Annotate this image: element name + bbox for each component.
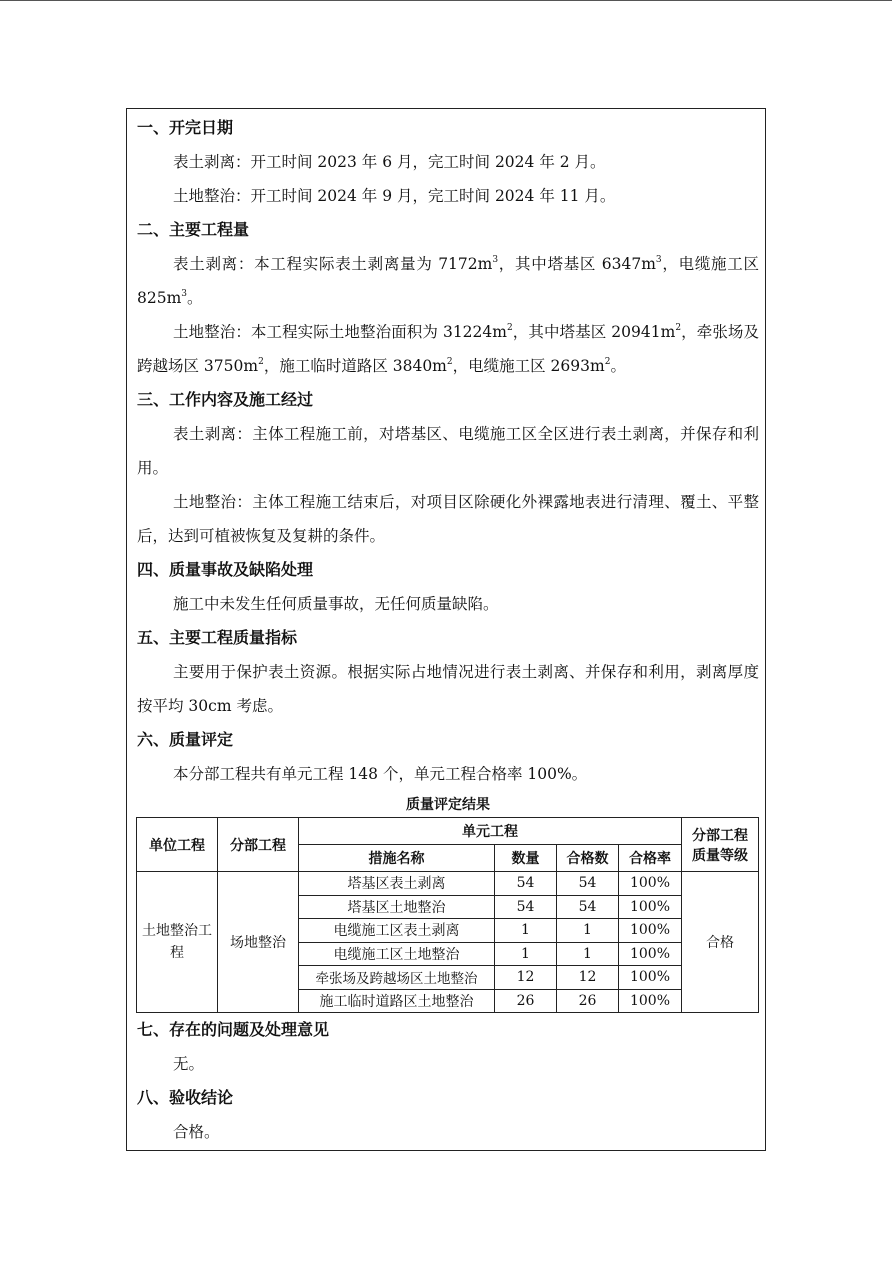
s2-p2-sup-c: 2 <box>258 357 264 367</box>
section-2-heading: 二、主要工程量 <box>137 220 250 239</box>
s2-p1-text-b: ，其中塔基区 6347m <box>498 255 656 273</box>
section-1-line-2: 土地整治：开工时间 2024 年 9 月，完工时间 2024 年 11 月。 <box>173 187 616 205</box>
document-content <box>137 109 759 1149</box>
s2-p2-text-e: ，电缆施工区 2693m <box>452 357 605 375</box>
section-3-heading: 三、工作内容及施工经过 <box>137 390 314 409</box>
quantity-cell: 12 <box>495 966 557 990</box>
section-1-heading: 一、开完日期 <box>137 118 234 137</box>
document-frame <box>126 108 766 1151</box>
pass-rate-cell: 100% <box>619 989 682 1013</box>
th-pass-rate: 合格率 <box>619 845 682 872</box>
th-grade-line-2: 质量等级 <box>692 847 748 864</box>
quantity-cell: 1 <box>495 919 557 943</box>
measure-cell: 牵张场及跨越场区土地整治 <box>299 966 495 990</box>
th-quantity: 数量 <box>495 845 557 872</box>
section-8-para: 合格。 <box>173 1123 220 1141</box>
section-5-heading: 五、主要工程质量指标 <box>137 628 298 647</box>
measure-cell: 施工临时道路区土地整治 <box>299 989 495 1013</box>
section-3-para-2: 土地整治：主体工程施工结束后，对项目区除硬化外裸露地表进行清理、覆土、平整后，达到可植被恢复及复耕的条件。 <box>137 493 759 545</box>
quantity-cell: 54 <box>495 872 557 896</box>
measure-cell: 电缆施工区表土剥离 <box>299 919 495 943</box>
sub-project-cell: 场地整治 <box>218 872 299 1013</box>
th-grade-line-1: 分部工程 <box>692 827 748 844</box>
unit-project-cell <box>137 872 218 1013</box>
section-4-para: 施工中未发生任何质量事故，无任何质量缺陷。 <box>173 595 499 613</box>
top-border-line <box>0 0 892 1</box>
pass-count-cell: 54 <box>557 895 619 919</box>
section-2-para-2 <box>137 315 759 383</box>
table-caption: 质量评定结果 <box>406 797 490 813</box>
th-quality-grade <box>682 818 759 872</box>
quality-table <box>136 817 759 1013</box>
th-unit-project: 单位工程 <box>137 818 218 872</box>
unit-project-line-1: 土地整治工 <box>142 923 212 939</box>
s2-p2-sup-b: 2 <box>675 323 682 333</box>
measure-cell: 塔基区土地整治 <box>299 895 495 919</box>
s2-p1-sup-b: 3 <box>655 255 662 265</box>
unit-project-line-2: 程 <box>170 945 184 961</box>
s2-p2-text-d: ，施工临时道路区 3840m <box>263 357 447 375</box>
pass-rate-cell: 100% <box>619 942 682 966</box>
quality-grade-cell: 合格 <box>682 872 759 1013</box>
s2-p1-text-a: 表土剥离：本工程实际表土剥离量为 7172m <box>173 255 493 273</box>
th-measure-name: 措施名称 <box>299 845 495 872</box>
section-4-heading: 四、质量事故及缺陷处理 <box>137 560 314 579</box>
measure-cell: 塔基区表土剥离 <box>299 872 495 896</box>
measure-cell: 电缆施工区土地整治 <box>299 942 495 966</box>
s2-p2-sup-a: 2 <box>506 323 513 333</box>
th-pass-count: 合格数 <box>557 845 619 872</box>
pass-rate-cell: 100% <box>619 872 682 896</box>
pass-count-cell: 26 <box>557 989 619 1013</box>
pass-rate-cell: 100% <box>619 919 682 943</box>
section-7-heading: 七、存在的问题及处理意见 <box>137 1020 330 1039</box>
s2-p1-text-c: ，电缆施工区 825m <box>137 255 759 307</box>
pass-count-cell: 1 <box>557 942 619 966</box>
s2-p1-sup-a: 3 <box>492 255 499 265</box>
table-row <box>137 872 759 896</box>
s2-p2-text-a: 土地整治：本工程实际土地整治面积为 31224m <box>173 323 507 341</box>
pass-count-cell: 54 <box>557 872 619 896</box>
section-6-heading: 六、质量评定 <box>137 730 234 749</box>
section-5-para: 主要用于保护表土资源。根据实际占地情况进行表土剥离、并保存和利用，剥离厚度按平均 30cm 考虑。 <box>137 663 759 715</box>
th-cell-project: 单元工程 <box>299 818 682 845</box>
s2-p1-sup-c: 3 <box>181 289 188 299</box>
s2-p1-text-d: 。 <box>187 289 203 307</box>
quantity-cell: 54 <box>495 895 557 919</box>
section-7-para: 无。 <box>173 1055 205 1073</box>
s2-p2-sup-e: 2 <box>604 357 611 367</box>
s2-p2-sup-d: 2 <box>446 357 453 367</box>
pass-rate-cell: 100% <box>619 895 682 919</box>
quantity-cell: 26 <box>495 989 557 1013</box>
section-8-heading: 八、验收结论 <box>137 1088 234 1107</box>
pass-rate-cell: 100% <box>619 966 682 990</box>
s2-p2-text-b: ，其中塔基区 20941m <box>512 323 676 341</box>
pass-count-cell: 12 <box>557 966 619 990</box>
section-6-para: 本分部工程共有单元工程 148 个，单元工程合格率 100%。 <box>173 765 588 783</box>
pass-count-cell: 1 <box>557 919 619 943</box>
s2-p2-text-f: 。 <box>610 357 626 375</box>
section-3-para-1: 表土剥离：主体工程施工前，对塔基区、电缆施工区全区进行表土剥离，并保存和利用。 <box>137 425 759 477</box>
section-1-line-1: 表土剥离：开工时间 2023 年 6 月，完工时间 2024 年 2 月。 <box>173 153 606 171</box>
s2-p2-text-c: ，牵张场及跨越场区 3750m <box>137 323 759 375</box>
quantity-cell: 1 <box>495 942 557 966</box>
th-sub-project: 分部工程 <box>218 818 299 872</box>
section-2-para-1 <box>137 247 759 315</box>
